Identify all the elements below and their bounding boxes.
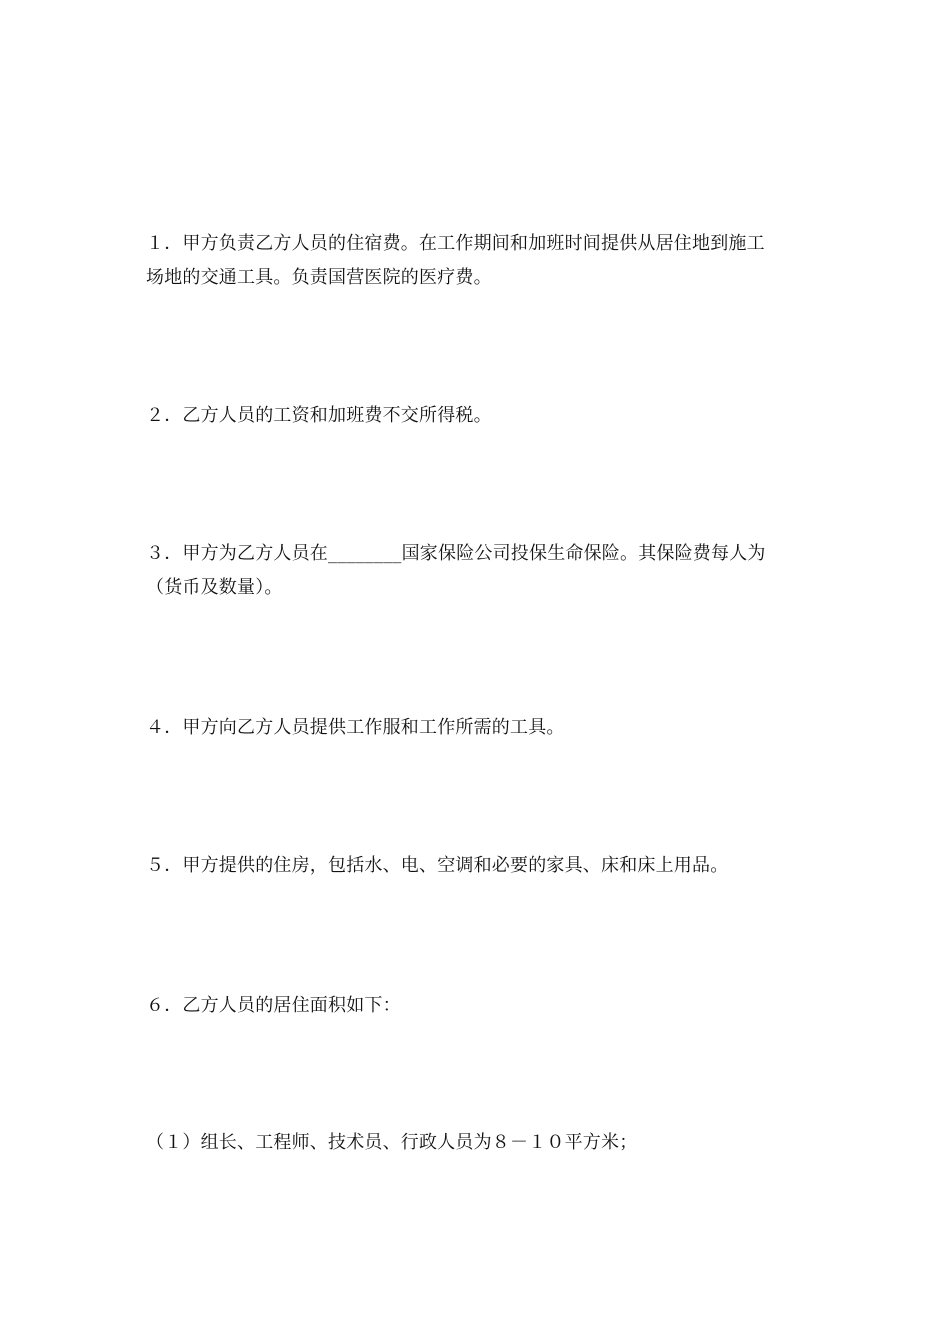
clause-4 — [146, 711, 806, 745]
clause-5 — [146, 849, 806, 883]
clause-6-line-1: ６．乙方人员的居住面积如下： — [146, 995, 401, 1016]
clause-1-line-1: １．甲方负责乙方人员的住宿费。在工作期间和加班时间提供从居住地到施工 — [146, 233, 765, 254]
clause-1-line-2: 场地的交通工具。负责国营医院的医疗费。 — [146, 267, 492, 288]
clause-6-item-1 — [146, 1126, 806, 1160]
clause-2 — [146, 399, 806, 433]
clause-2-line-1: ２．乙方人员的工资和加班费不交所得税。 — [146, 405, 492, 426]
clause-5-line-1: ５．甲方提供的住房，包括水、电、空调和必要的家具、床和床上用品。 — [146, 855, 729, 876]
clause-6-item-1-line-1: （１）组长、工程师、技术员、行政人员为８－１０平方米； — [146, 1132, 638, 1153]
clause-3-line-1: ３．甲方为乙方人员在________国家保险公司投保生命保险。其保险费每人为 — [146, 543, 766, 564]
clause-4-line-1: ４．甲方向乙方人员提供工作服和工作所需的工具。 — [146, 717, 565, 738]
clause-3-line-2: （货币及数量）。 — [146, 577, 283, 598]
clause-1 — [146, 227, 806, 295]
clause-3 — [146, 537, 806, 605]
clause-6 — [146, 989, 806, 1023]
